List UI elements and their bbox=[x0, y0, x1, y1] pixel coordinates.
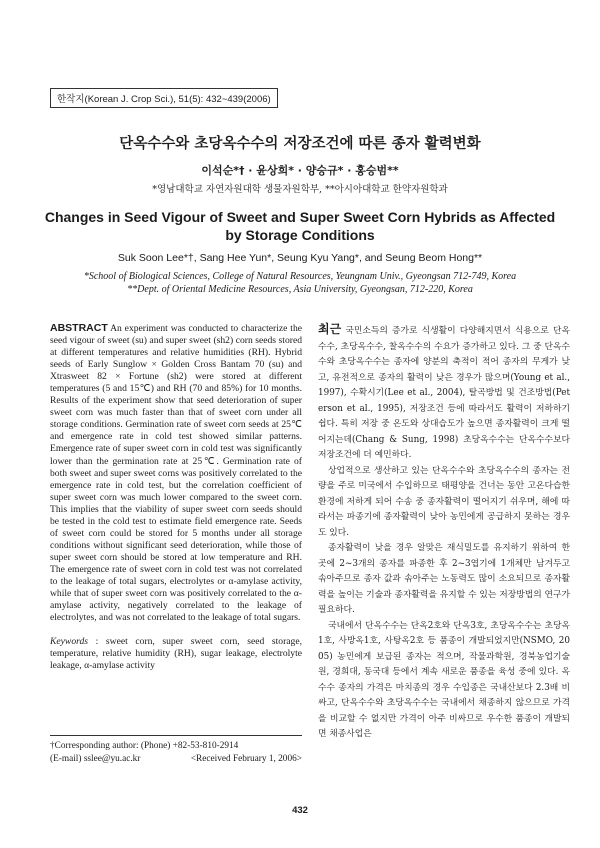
footnote bbox=[50, 740, 302, 765]
affiliation-english-1: *School of Biological Sciences, College of Natural Resources, Yeungnam Univ., Gyeongsan 712-749, Korea bbox=[83, 271, 517, 282]
body-paragraph-1-text: 국민소득의 증가로 식생활이 다양해지면서 식용으로 단옥수수, 초당옥수수, 찰옥수수의 수요가 증가하고 있다. 그 중 단옥수수와 초당옥수수는 종자에 양분의 축적이 적어 종자의 무게가 낮고, 유전적으로 종자의 활력이 낮은 경우가 많으며(Young et al., 1997), 수확시기(Lee et al., 2004), 탈곡방법 및 건조방법(Peterson et al., 1995), 저장조건 등에 따라서도 활력이 저하하기 쉽다. 특히 저장 중 온도와 상대습도가 높으면 종자활력이 크게 떨어지는데(Chang & Sung, 1998) 초당옥수수는 단옥수수보다 저장조건에 더 예민하다. bbox=[318, 326, 570, 460]
authors-english: Suk Soon Lee*†, Sang Hee Yun*, Seung Kyu Yang*, and Seung Beom Hong** bbox=[117, 252, 483, 264]
title-english: Changes in Seed Vigour of Sweet and Super Sweet Corn Hybrids as Affected by Storage Conditions bbox=[44, 209, 556, 243]
body-paragraph-4: 국내에서 단옥수수는 단옥2호와 단옥3호, 초당옥수수는 초당옥1호, 사방옥1호, 사탕옥2호 등 품종이 개발되었지만(NSMO, 2005) 농민에게 보급된 종자는 적으며, 작물과학원, 경북농업기술원, 경희대, 동국대 등에서 계속 새로운 품종을 육성 중에 있다. 옥수수 종자의 가격은 마치종의 경우 수입종은 국내산보다 2.3배 비싸고, 단옥수수와 초당옥수수는 국내에서 채종하지 않으므로 가격을 비교할 수 없지만 가격이 아주 비싸므로 우수한 품종이 개발되면 채종사업은 bbox=[318, 620, 570, 739]
title-korean: 단옥수수와 초당옥수수의 저장조건에 따른 종자 활력변화 bbox=[119, 136, 481, 152]
keywords-text: : sweet corn, super sweet corn, seed storage, temperature, relative humidity (RH), sugar leakage, electrolyte leakage, α-amylase activity bbox=[50, 636, 302, 672]
footnote-received: <Received February 1, 2006> bbox=[190, 753, 302, 764]
keywords-label: Keywords bbox=[50, 636, 89, 648]
journal-citation: 한작지(Korean J. Crop Sci.), 51(5): 432~439(2006) bbox=[50, 88, 278, 108]
abstract-text: An experiment was conducted to characterize the seed vigour of sweet (su) and super sweet (sh2) corn seeds stored at different temperatures and relative humidities (RH). Hybrid seeds of Early Sunglow × Golden Cross Bantam 70 (su) and Xtrasweet 82 × Fortune (sh2) were stored at different temperatures (5 and 15℃) and RH (70 and 85%) for 10 months. Results of the experiment show that seed deterioration of super sweet corn was much faster than that of sweet corn under all storage conditions. Germination rate of sweet corn seeds at 25℃ and emergence rate in cold test showed similar patterns. Emergence rate of super sweet corn in cold test was significantly lower than the germination rate at 25℃. Germination rate of both sweet and super sweet corns was positively correlated to the emergence rate in cold test, but the correlation coefficient of super sweet corn was much lower compared to the sweet corn. This implies that the viability of super sweet corn seeds should be tested in the cold test to estimate field emergence rate. Seeds of sweet corn could be stored for 5 months under all storage conditions without significant seed deterioration, while those of super sweet corn should be stored at low temperature and RH. The emergence rate of sweet corn in cold test was not correlated to the leakage of total sugars, electrolytes or α-amylase activity, while that of super sweet corn was positively correlated to the α-amylase activity, negatively correlated to the leakage of electrolytes, and was not correlated to the leakage of total sugars. bbox=[50, 323, 303, 624]
affiliation-korean: *영남대학교 자연자원대학 생물자원학부, **아시아대학교 한약자원학과 bbox=[152, 184, 448, 195]
footnote-email: (E-mail) sslee@yu.ac.kr bbox=[50, 753, 141, 764]
body-paragraph-1 bbox=[318, 322, 570, 464]
affiliation-english-2: **Dept. of Oriental Medicine Resources, Asia University, Gyeongsan, 712-220, Korea bbox=[127, 283, 473, 295]
body-paragraph-2: 상업적으로 생산하고 있는 단옥수수와 초당옥수수의 종자는 전량을 주로 미국에서 수입하므로 태평양을 건너는 동안 고온다습한 환경에 저하게 되어 수송 중 종자활력이 떨어지기 쉬우며, 해에 따라서는 파종기에 종자활력이 낮아 농민에게 공급하지 못하는 경우도 있다. bbox=[318, 465, 570, 538]
body-column bbox=[318, 322, 570, 743]
body-paragraph-3: 종자활력이 낮을 경우 알맞은 재식밀도를 유지하기 위하여 한 곳에 2~3개의 종자를 파종한 후 2~3엽기에 1개체만 남겨두고 솎아주므로 종자 값과 솎아주는 노동력도 많이 소요되므로 종자활력을 높이는 기술과 종자활력을 유지할 수 있는 저장방법의 연구가 필요하다. bbox=[318, 543, 570, 615]
footnote-divider bbox=[50, 735, 302, 736]
keywords bbox=[50, 636, 302, 672]
footnote-author: †Corresponding author: (Phone) +82-53-810-2914 bbox=[50, 741, 239, 751]
affiliation-english bbox=[30, 271, 570, 296]
abstract-column bbox=[50, 322, 302, 672]
lead-word: 최근 bbox=[318, 322, 342, 336]
page-number: 432 bbox=[292, 805, 308, 816]
authors-korean: 이석순*† · 윤상희* · 양승규* · 홍승범** bbox=[201, 164, 399, 177]
abstract-label: ABSTRACT bbox=[50, 322, 108, 334]
abstract bbox=[50, 322, 302, 624]
